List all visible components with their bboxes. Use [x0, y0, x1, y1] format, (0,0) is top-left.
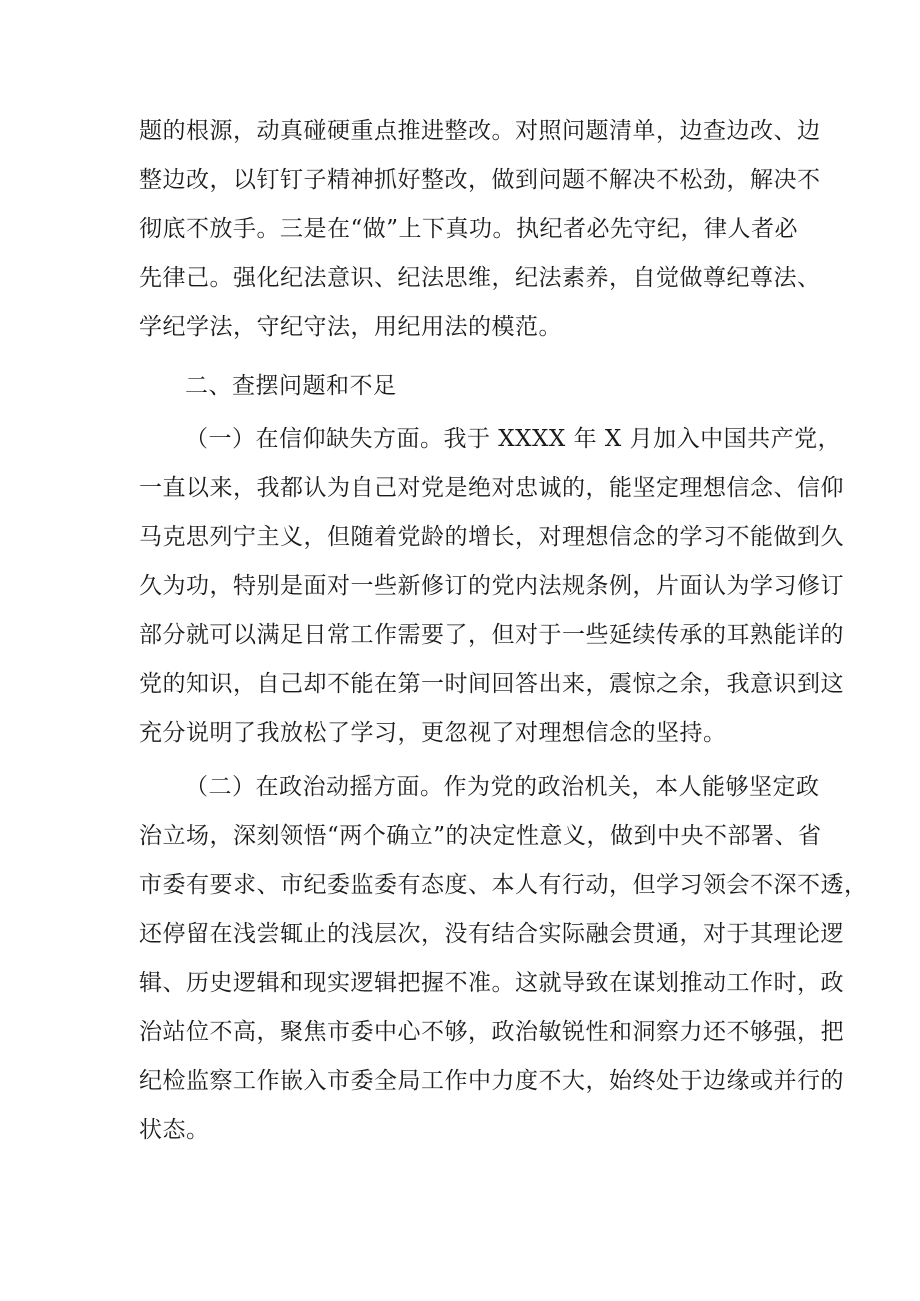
paragraph-line: 充分说明了我放松了学习，更忽视了对理想信念的坚持。 [139, 720, 727, 746]
paragraph-line: 久为功，特别是面对一些新修订的党内法规条例，片面认为学习修订 [139, 573, 844, 599]
paragraph-line: 治站位不高，聚焦市委中心不够，政治敏锐性和洞察力还不够强，把 [139, 1019, 844, 1045]
paragraph-line: 市委有要求、市纪委监委有态度、本人有行动，但学习领会不深不透， [139, 872, 868, 898]
paragraph-line: 辑、历史逻辑和现实逻辑把握不准。这就导致在谋划推动工作时，政 [139, 970, 844, 996]
text-line: 先律己。强化纪法意识、纪法思维，纪法素养，自觉做尊纪尊法、 [139, 265, 821, 291]
text-line: 题的根源，动真碰硬重点推进整改。对照问题清单，边查边改、边 [139, 118, 821, 144]
paragraph-line: 治立场，深刻领悟“两个确立”的决定性意义，做到中央不部署、省 [139, 823, 822, 849]
text-line: 整边改，以钉钉子精神抓好整改，做到问题不解决不松劲，解决不 [139, 167, 821, 193]
paragraph-line: （一）在信仰缺失方面。我于 XXXX 年 X 月加入中国共产党， [185, 426, 842, 452]
paragraph-line: 纪检监察工作嵌入市委全局工作中力度不大，始终处于边缘或并行的 [139, 1068, 844, 1094]
section-heading: 二、查摆问题和不足 [185, 373, 397, 399]
text-line: 彻底不放手。三是在“做”上下真功。执纪者必先守纪，律人者必 [139, 216, 799, 242]
paragraph-line: （二）在政治动摇方面。作为党的政治机关，本人能够坚定政 [185, 774, 820, 800]
paragraph-line: 部分就可以满足日常工作需要了，但对于一些延续传承的耳熟能详的 [139, 622, 844, 648]
paragraph-line: 马克思列宁主义，但随着党龄的增长，对理想信念的学习不能做到久 [139, 524, 844, 550]
paragraph-line: 党的知识，自己却不能在第一时间回答出来，震惊之余，我意识到这 [139, 671, 844, 697]
paragraph-line: 一直以来，我都认为自己对党是绝对忠诚的，能坚定理想信念、信仰 [139, 475, 844, 501]
paragraph-line: 还停留在浅尝辄止的浅层次，没有结合实际融会贯通，对于其理论逻 [139, 921, 844, 947]
paragraph-line: 状态。 [139, 1117, 210, 1143]
text-line: 学纪学法，守纪守法，用纪用法的模范。 [139, 314, 562, 340]
